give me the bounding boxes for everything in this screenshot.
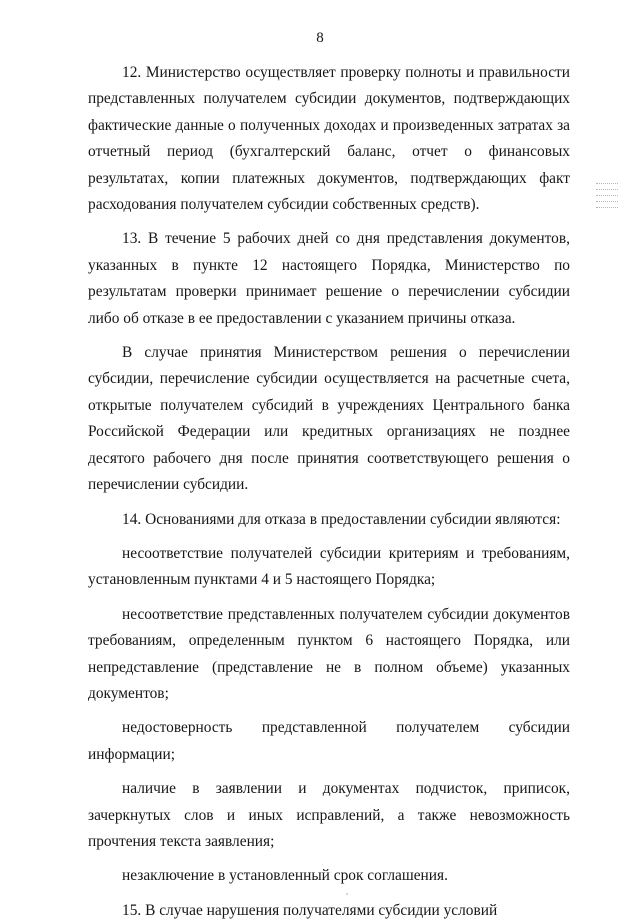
paragraph-13: 13. В течение 5 рабочих дней со дня представления документов, указанных в пункте 12 настоящего Порядка, Министерство по результатам проверки принимает решение о перечислении субсидии либо об отказе в ее предоставлении с указанием причины отказа.: [88, 230, 570, 327]
paragraph-15-start: 15. В случае нарушения получателями субсидии условий: [122, 901, 498, 919]
paragraph-13-transfer: В случае принятия Министерством решения о перечислении субсидии, перечисление субсидии осуществляется на расчетные счета, открытые получателем субсидий в учреждениях Центрального банка Российской Федерации или кредитных организациях не позднее десятого рабочего дня после принятия соответствующего решения о перечислении субсидии.: [88, 344, 570, 494]
refusal-ground-corrections: наличие в заявлении и документах подчисток, приписок, зачеркнутых слов и иных исправлений, а также невозможность прочтения текста заявления;: [88, 780, 570, 850]
paragraph-12: 12. Министерство осуществляет проверку полноты и правильности представленных получателем субсидии документов, подтверждающих фактические данные о полученных доходах и произведенных затратах за отчетный период (бухгалтерский баланс, отчет о финансовых результатах, копии платежных документов, подтверждающих факт расходования получателем субсидии собственных средств).: [88, 64, 570, 214]
paragraph-14: 14. Основаниями для отказа в предоставлении субсидии являются:: [122, 510, 561, 528]
document-body: [88, 60, 570, 924]
refusal-ground-documents: несоответствие представленных получателем субсидии документов требованиям, определенным пунктом 6 настоящего Порядка, или непредставление (представление не в полном объеме) указанных документов;: [88, 605, 570, 702]
refusal-ground-criteria: несоответствие получателей субсидии критериям и требованиям, установленным пунктами 4 и 5 настоящего Порядка;: [88, 544, 570, 589]
refusal-ground-information: недостоверность представленной получателем субсидии информации;: [88, 719, 570, 763]
scan-speck: [346, 893, 348, 895]
refusal-ground-agreement: незаключение в установленный срок соглашения.: [122, 867, 448, 885]
scan-margin-marks: [596, 183, 618, 211]
page-number: 8: [316, 30, 324, 46]
